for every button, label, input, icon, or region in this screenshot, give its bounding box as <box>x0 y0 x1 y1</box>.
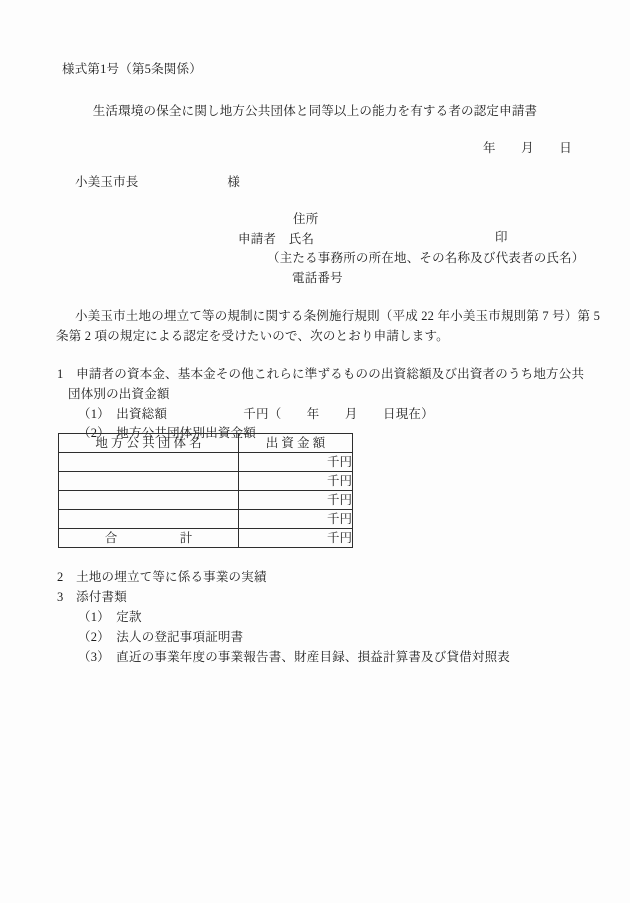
form-number: 様式第1号（第5条関係） <box>62 62 202 76</box>
header-local-government-name: 地 方 公 共 団 体 名 <box>59 434 239 453</box>
table-row <box>59 472 353 491</box>
section1-sub2-by-municipality: （2） 地方公共団体別出資金額 <box>78 426 257 440</box>
amount-unit-cell: 千円 <box>239 491 353 510</box>
section3-heading: 3 添付書類 <box>57 590 127 604</box>
body-paragraph-line2: 条第 2 項の規定による認定を受けたいので、次のとおり申請します。 <box>56 329 449 343</box>
amount-unit-cell: 千円 <box>239 453 353 472</box>
local-government-name-cell <box>59 472 239 491</box>
table-row <box>59 491 353 510</box>
addressee-line: 小美玉市長 様 <box>75 175 241 189</box>
table-row <box>59 510 353 529</box>
local-government-name-cell <box>59 453 239 472</box>
section1-sub1-total-contribution: （1） 出資総額 千円（ 年 月 日現在） <box>78 407 434 421</box>
contribution-table <box>58 433 353 548</box>
local-government-name-cell <box>59 510 239 529</box>
address-label: 住所 <box>293 212 319 226</box>
total-label-cell: 合 計 <box>59 529 239 548</box>
date-line: 年 月 日 <box>483 141 572 155</box>
applicant-name-line: 申請者 氏名 <box>238 232 315 246</box>
table-row <box>59 453 353 472</box>
table-header-row <box>59 434 353 453</box>
local-government-name-cell <box>59 491 239 510</box>
body-paragraph-line1: 小美玉市土地の埋立て等の規制に関する条例施行規則（平成 22 年小美玉市規則第 7 号）第 5 <box>75 309 601 323</box>
phone-label: 電話番号 <box>292 271 343 285</box>
applicant-note: （主たる事務所の所在地、その名称及び代表者の氏名） <box>267 251 585 265</box>
attachment-item-3: （3） 直近の事業年度の事業報告書、財産目録、損益計算書及び貸借対照表 <box>78 650 511 664</box>
header-contribution-amount: 出 資 金 額 <box>239 434 353 453</box>
section2-heading: 2 土地の埋立て等に係る事業の実績 <box>57 570 267 584</box>
section1-heading-line2: 団体別の出資金額 <box>68 387 170 401</box>
attachment-item-2: （2） 法人の登記事項証明書 <box>78 630 244 644</box>
amount-unit-cell: 千円 <box>239 472 353 491</box>
attachment-item-1: （1） 定款 <box>78 610 142 624</box>
seal-mark: 印 <box>495 230 508 244</box>
total-amount-unit-cell: 千円 <box>239 529 353 548</box>
amount-unit-cell: 千円 <box>239 510 353 529</box>
document-title: 生活環境の保全に関し地方公共団体と同等以上の能力を有する者の認定申請書 <box>92 104 538 118</box>
section1-heading-line1: 1 申請者の資本金、基本金その他これらに準ずるものの出資総額及び出資者のうち地方公共 <box>57 367 585 381</box>
table-total-row <box>59 529 353 548</box>
